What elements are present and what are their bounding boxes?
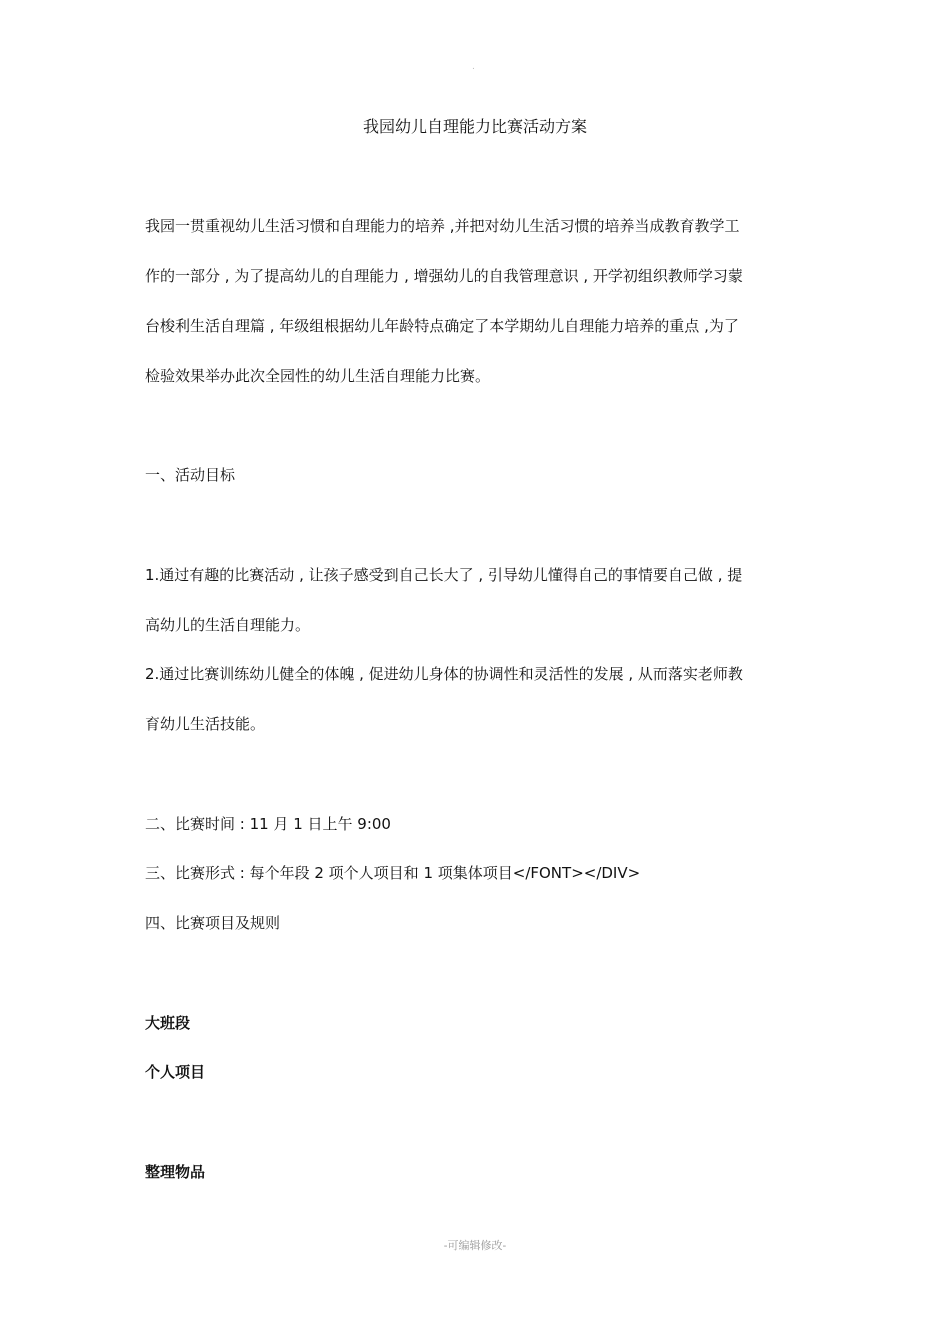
individual-heading: 个人项目 [145, 1063, 206, 1081]
item-heading: 整理物品 [145, 1163, 206, 1181]
goal-line-4: 育幼儿生活技能。 [145, 715, 266, 733]
section-rules: 四、比赛项目及规则 [145, 914, 281, 932]
goal-line-3: 2.通过比赛训练幼儿健全的体魄 , 促进幼儿身体的协调性和灵活性的发展 , 从而落实老师教 [145, 665, 743, 683]
intro-line-4: 检验效果举办此次全园性的幼儿生活自理能力比赛。 [145, 367, 491, 385]
section-time: 二、比赛时间 : 11 月 1 日上午 9:00 [145, 815, 391, 833]
footer-note: -可编辑修改- [443, 1239, 507, 1252]
header-mark: . [472, 62, 475, 72]
intro-line-1: 我园一贯重视幼儿生活习惯和自理能力的培养 ,并把对幼儿生活习惯的培养当成教育教学工 [145, 217, 740, 235]
group-heading: 大班段 [145, 1014, 191, 1032]
goal-line-1: 1.通过有趣的比赛活动 , 让孩子感受到自己长大了 , 引导幼儿懂得自己的事情要自己做 , 提 [145, 566, 743, 584]
goal-line-2: 高幼儿的生活自理能力。 [145, 616, 311, 634]
intro-line-3: 台梭利生活自理篇 , 年级组根据幼儿年龄特点确定了本学期幼儿自理能力培养的重点 ,为了 [145, 317, 739, 335]
intro-line-2: 作的一部分 , 为了提高幼儿的自理能力 , 增强幼儿的自我管理意识 , 开学初组织教师学习蒙 [145, 267, 743, 285]
section-format: 三、比赛形式 : 每个年段 2 项个人项目和 1 项集体项目</FONT></DIV> [145, 864, 641, 882]
section-heading-goals: 一、活动目标 [145, 466, 236, 484]
document-title: 我园幼儿自理能力比赛活动方案 [362, 117, 587, 136]
